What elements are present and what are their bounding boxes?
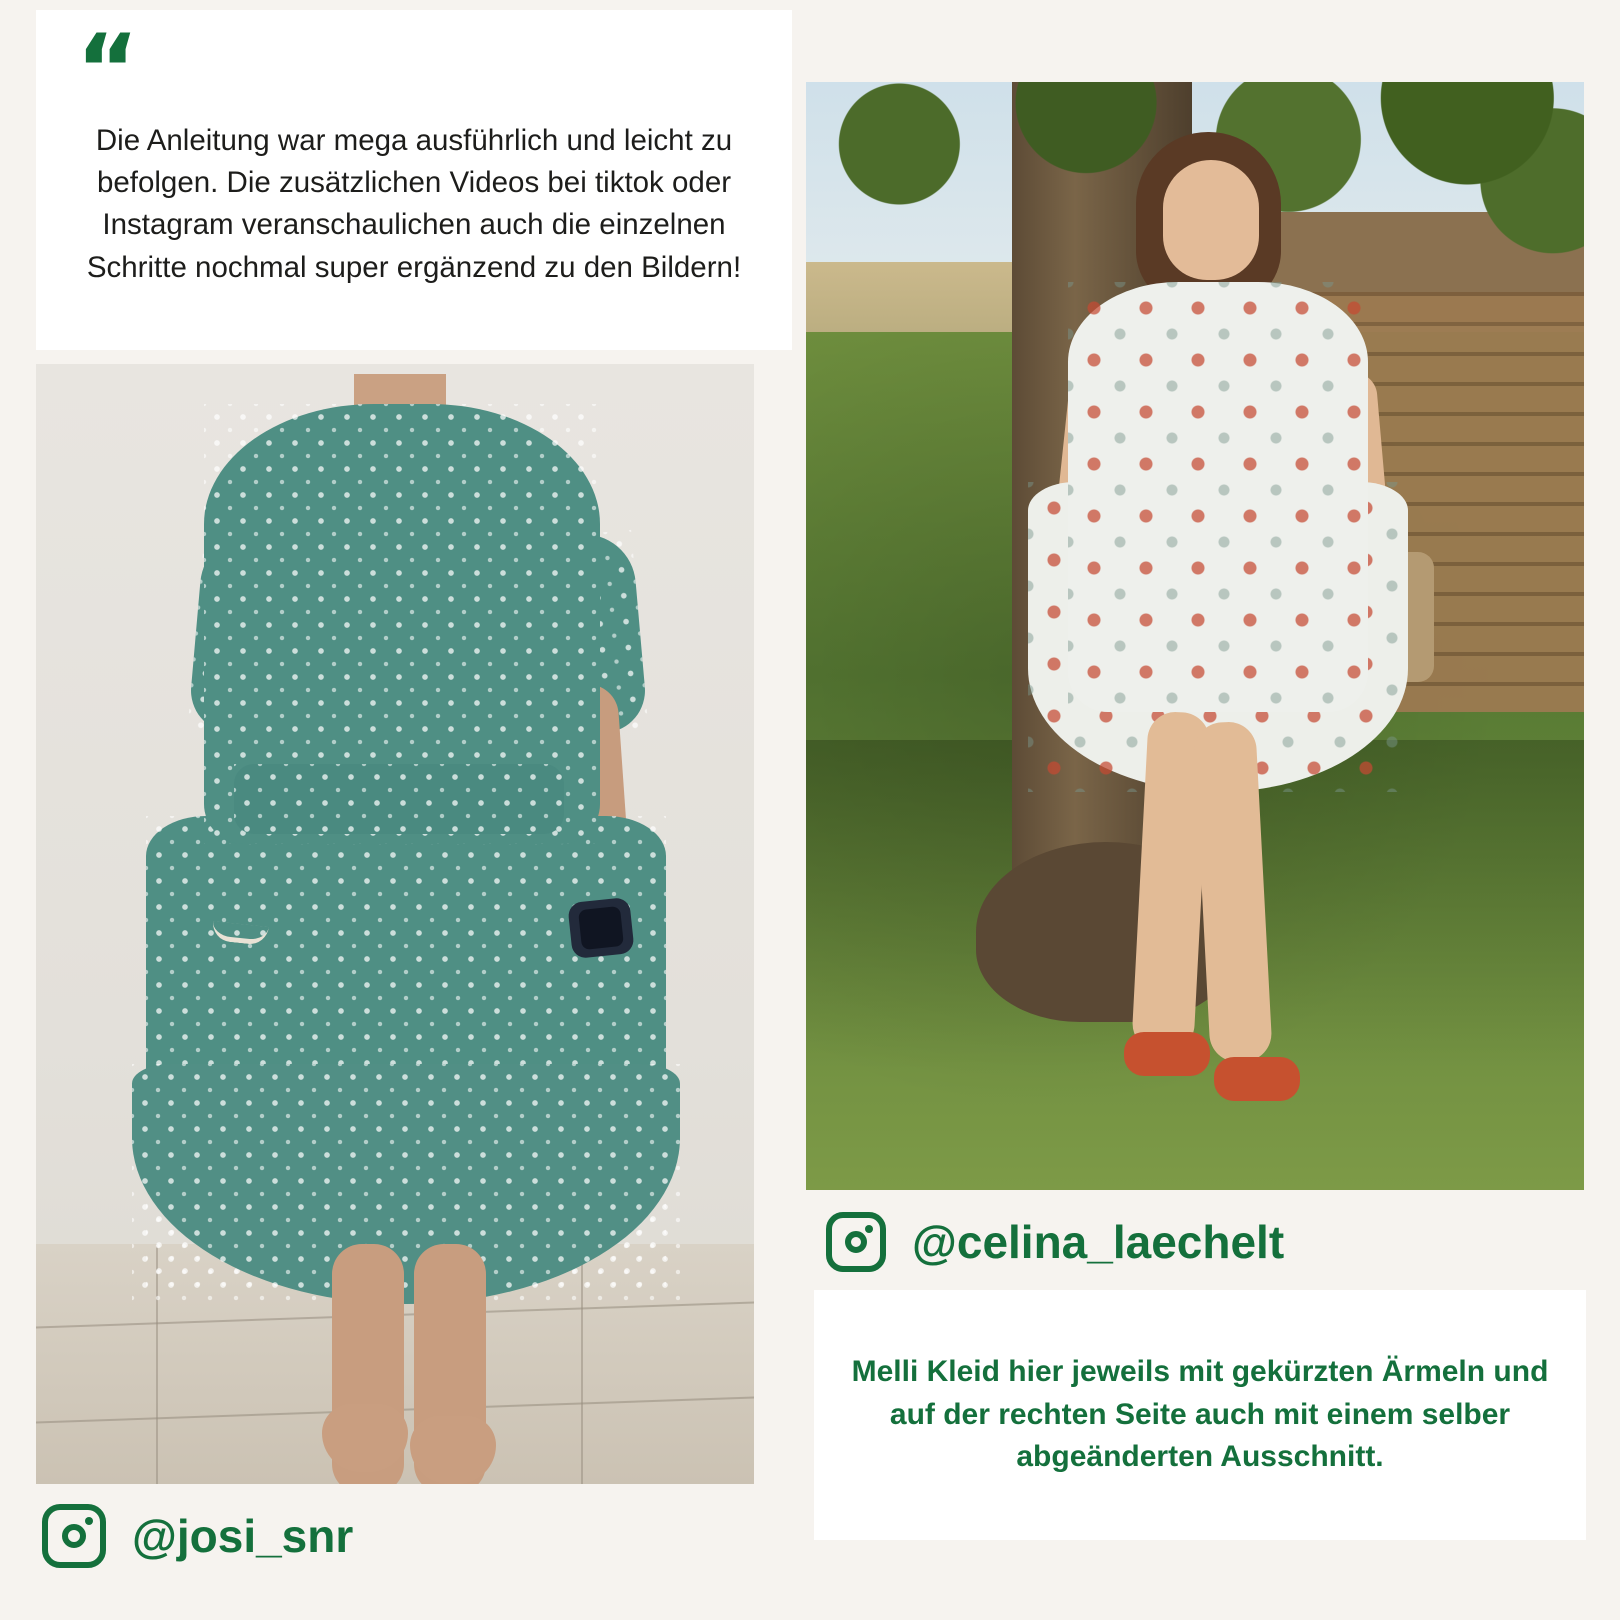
sandal-right bbox=[1214, 1057, 1300, 1101]
floral-pattern bbox=[234, 764, 564, 834]
testimonial-quote-text: Die Anleitung war mega ausführlich und leicht zu befolgen. Die zusätzlichen Videos bei tiktok oder Instagram veranschaulichen auch die einzelnen Schritte nochmal super ergänzend zu den Bildern! bbox=[86, 124, 742, 284]
wristwatch bbox=[567, 897, 635, 959]
customer-photo-right bbox=[806, 82, 1584, 1190]
quote-mark-icon: “ bbox=[76, 14, 138, 126]
dress-waistband bbox=[234, 764, 564, 834]
instagram-handle-label: @celina_laechelt bbox=[912, 1216, 1285, 1268]
instagram-handle-label: @josi_snr bbox=[132, 1510, 354, 1562]
poppy-pattern bbox=[1068, 282, 1368, 712]
instagram-handle-left[interactable] bbox=[42, 1504, 353, 1568]
photo-caption-text: Melli Kleid hier jeweils mit gekürzten Ärmeln und auf der rechten Seite auch mit einem selber abgeänderten Ausschnitt. bbox=[851, 1355, 1549, 1474]
person-illustration bbox=[36, 364, 754, 1484]
instagram-icon bbox=[826, 1212, 886, 1272]
person-illustration bbox=[806, 82, 1584, 1190]
sandal-left bbox=[1124, 1032, 1210, 1076]
face-shape bbox=[1163, 160, 1259, 280]
skirt-ruffle bbox=[132, 1064, 680, 1304]
instagram-icon bbox=[42, 1504, 106, 1568]
photo-caption-card bbox=[814, 1290, 1586, 1540]
dress-bodice bbox=[1068, 282, 1368, 712]
floral-pattern bbox=[132, 1064, 680, 1304]
customer-photo-left bbox=[36, 364, 754, 1484]
testimonial-card bbox=[36, 10, 792, 350]
foot-left bbox=[322, 1404, 408, 1472]
foot-right bbox=[410, 1416, 496, 1484]
instagram-handle-right[interactable] bbox=[826, 1212, 1284, 1272]
